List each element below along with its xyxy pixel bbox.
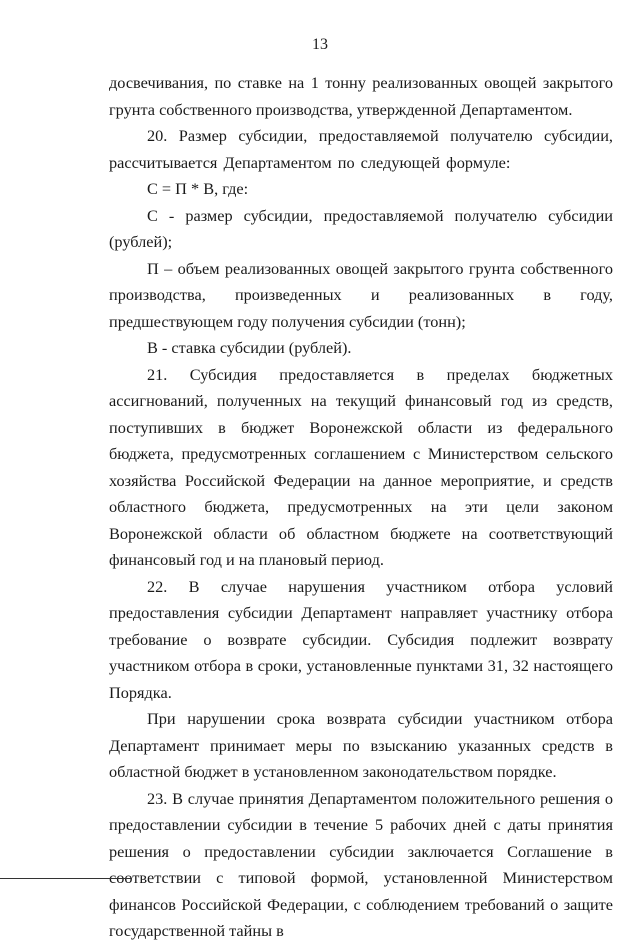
footnote-separator (0, 878, 132, 879)
definition-p: П – объем реализованных овощей закрытого грунта собственного производства, произведенных и реализованных в году, предшествующем году получения субсидии (тонн); (109, 258, 613, 331)
paragraph-21: 21. Субсидия предоставляется в пределах бюджетных ассигнований, полученных на текущий финансовый год из средств, поступивших в бюджет Воронежской области из федерального бюджета, предусмотренных соглашением с Министерством сельского хозяйства Российской Федерации на данное мероприятие, и средств областного бюджета, предусмотренных на эти цели законом Воронежской области об областном бюджете на соответствующий финансовый год и на плановый период. (109, 364, 613, 569)
paragraph-20: 20. Размер субсидии, предоставляемой получателю субсидии, рассчитывается Департаментом по следующей формуле: (109, 126, 613, 172)
document-body (109, 70, 613, 945)
definition-c: С - размер субсидии, предоставляемой получателю субсидии (рублей); (109, 205, 613, 251)
paragraph-22-penalty: При нарушении срока возврата субсидии участником отбора Департамент принимает меры по взысканию указанных средств в областной бюджет в установленном законодательством порядке. (109, 709, 613, 781)
page-number: 13 (312, 36, 328, 53)
definition-b: В - ставка субсидии (рублей). (147, 338, 352, 357)
paragraph-23: 23. В случае принятия Департаментом положительного решения о предоставлении субсидии в течение 5 рабочих дней с даты принятия решения о предоставлении субсидии заключается Соглашение в соответствии с типовой формой, установленной Министерством финансов Российской Федерации, с соблюдением требований о защите государственной тайны в (109, 788, 613, 940)
formula-line: С = П * В, где: (147, 179, 249, 198)
paragraph-22: 22. В случае нарушения участником отбора условий предоставления субсидии Департамент направляет участнику отбора требование о возврате субсидии. Субсидия подлежит возврату участником отбора в сроки, установленные пунктами 31, 32 настоящего Порядка. (109, 576, 613, 702)
paragraph-continuation: досвечивания, по ставке на 1 тонну реализованных овощей закрытого грунта собственного производства, утвержденной Департаментом. (109, 73, 613, 119)
